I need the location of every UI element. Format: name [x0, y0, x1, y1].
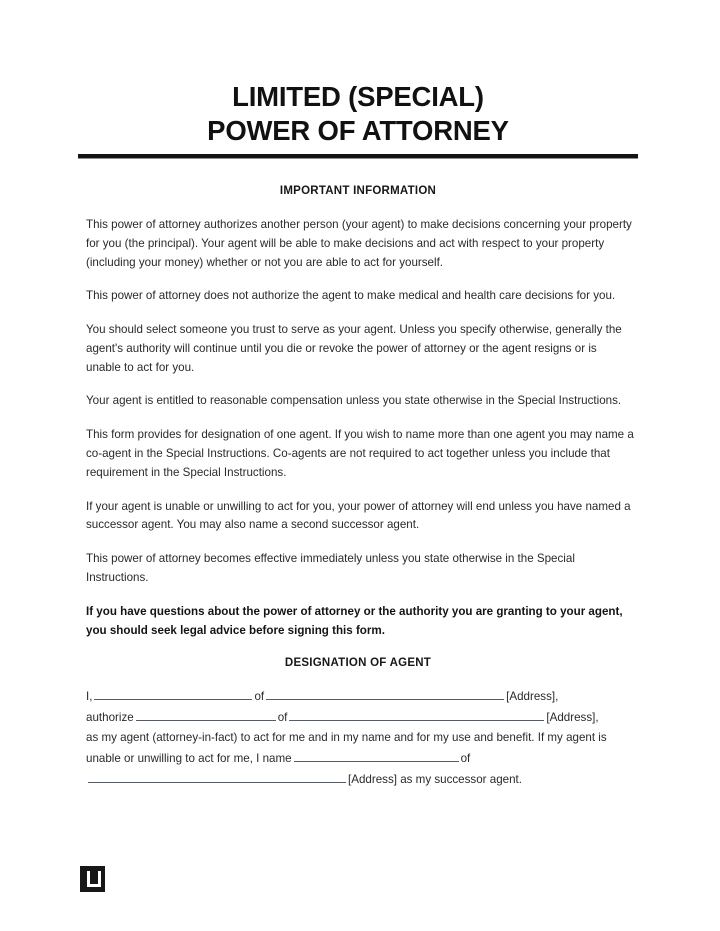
principal-address-blank[interactable] — [266, 688, 504, 700]
title-line-2: POWER OF ATTORNEY — [207, 114, 509, 146]
agent-name-blank[interactable] — [136, 709, 276, 721]
page-title — [78, 80, 638, 147]
label-of-agent: of — [277, 710, 288, 724]
successor-name-blank[interactable] — [294, 750, 459, 762]
title-line-1: LIMITED (SPECIAL) — [232, 81, 484, 112]
paragraph: This power of attorney authorizes another person (your agent) to make decisions concerning your property for you (the principal). Your agent will be able to make decisions and act with respect to your property (including your money) whether or not you are able to act for yourself. — [86, 218, 632, 269]
paragraph: Your agent is entitled to reasonable compensation unless you state otherwise in the Special Instructions. — [86, 394, 622, 408]
designation-line-successor-address — [86, 770, 634, 791]
designation-line-successor — [86, 749, 634, 770]
designation-line-principal — [86, 687, 634, 708]
paragraph: You should select someone you trust to serve as your agent. Unless you specify otherwise, generally the agent's authority will continue until you die or revoke the power of attorney or the agent resigns or is unable to act for you. — [86, 323, 622, 374]
paragraph: This power of attorney does not authorize the agent to make medical and health care decisions for you. — [86, 289, 616, 303]
important-information-body — [86, 216, 634, 640]
logo-bar-icon — [98, 871, 101, 887]
section-heading-designation-of-agent: DESIGNATION OF AGENT — [284, 657, 432, 669]
label-address-principal: [Address], — [506, 690, 559, 703]
paragraph: This power of attorney becomes effective immediately unless you state otherwise in the Special Instructions. — [86, 552, 575, 584]
label-address-successor: [Address] as my successor agent. — [348, 772, 522, 786]
paragraph: This form provides for designation of one agent. If you wish to name more than one agent you may name a co-agent in the Special Instructions. Co-agents are not required to act together unless you include that requirement in the Special Instructions. — [86, 428, 634, 479]
logo-letter-l-icon — [87, 871, 98, 887]
label-address-agent: [Address], — [546, 710, 599, 724]
label-i: I, — [86, 690, 93, 703]
label-successor-prefix: unable or unwilling to act for me, I name — [86, 751, 292, 765]
paragraph: If your agent is unable or unwilling to act for you, your power of attorney will end unless you have named a successor agent. You may also name a second successor agent. — [86, 499, 631, 532]
legal-templates-logo-icon — [80, 866, 105, 892]
paragraph-legal-advice-notice: If you have questions about the power of attorney or the authority you are granting to your agent, you should seek legal advice before signing this form. — [86, 604, 623, 637]
label-authorize: authorize — [86, 710, 134, 724]
designation-line-agent — [86, 708, 634, 729]
successor-address-blank[interactable] — [88, 770, 346, 782]
designation-of-agent-body — [86, 687, 634, 790]
label-of-successor: of — [460, 751, 471, 765]
title-divider — [78, 154, 638, 159]
principal-name-blank[interactable] — [94, 688, 252, 700]
agent-address-blank[interactable] — [289, 709, 544, 721]
section-heading-important-information: IMPORTANT INFORMATION — [279, 185, 437, 197]
label-of-principal: of — [254, 690, 265, 703]
designation-line-authority-text: as my agent (attorney-in-fact) to act for me and in my name and for my use and benefit. If my agent is — [86, 731, 607, 745]
